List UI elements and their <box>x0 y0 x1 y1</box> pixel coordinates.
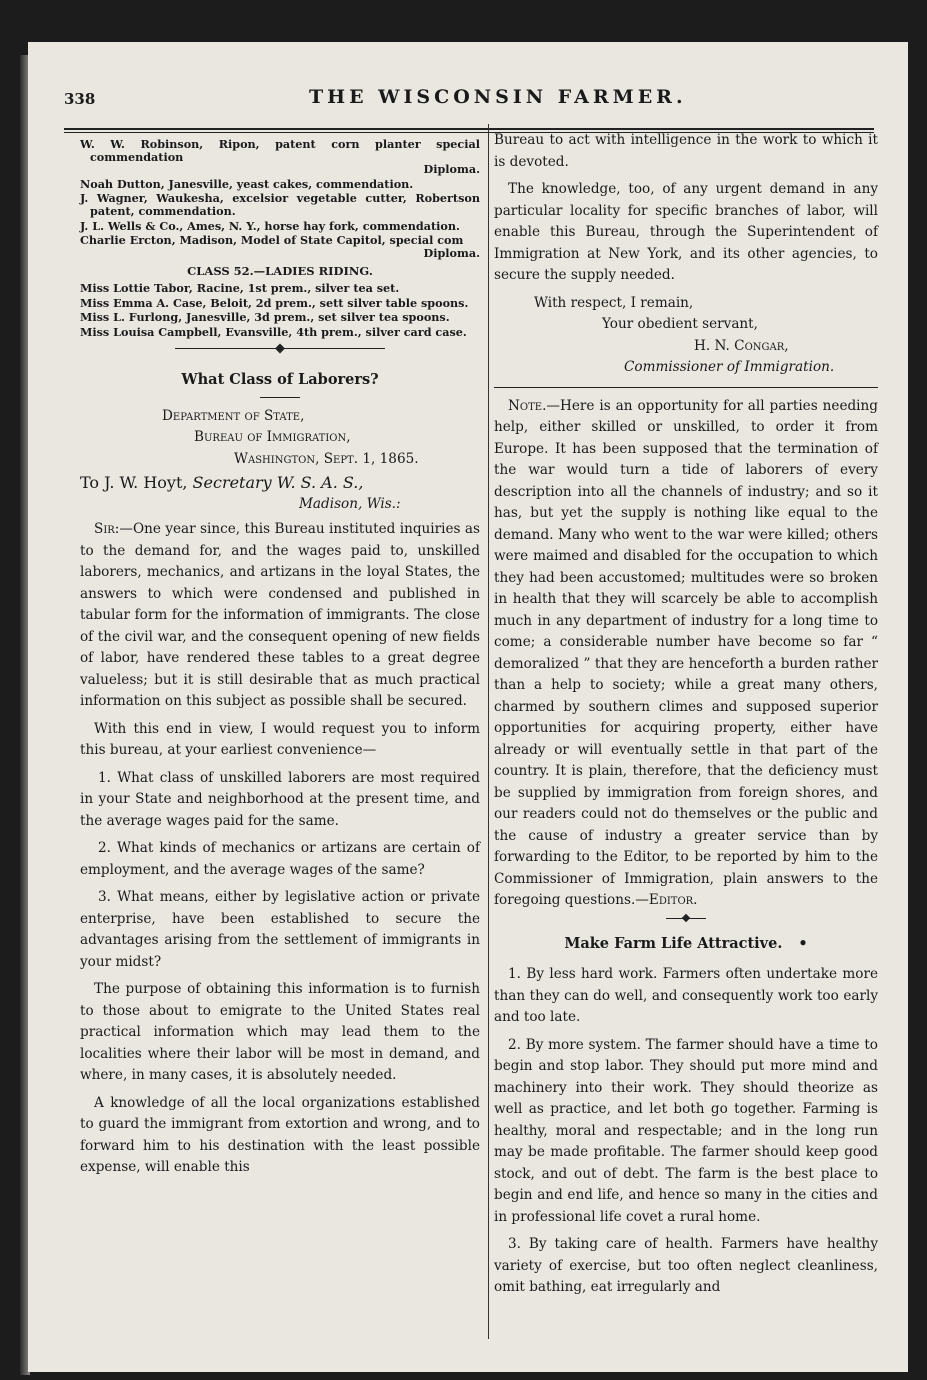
award-item: Miss Emma A. Case, Beloit, 2d prem., sett silver table spoons. <box>80 295 469 310</box>
closing-line: Your obedient servant, <box>602 316 758 332</box>
signature: H. N. Congar, <box>694 337 789 354</box>
right-column <box>494 130 878 1305</box>
question-item: 3. What means, either by legislative action or private enterprise, have been established to secure the advantages arising from the settlement of immigrants in your midst? <box>80 889 480 970</box>
class-heading: CLASS 52.—LADIES RIDING. <box>187 264 373 279</box>
article-title: What Class of Laborers? <box>181 371 379 389</box>
bureau-line: Bureau of Immigration, <box>194 429 351 446</box>
addressee-line: To J. W. Hoyt, Secretary W. S. A. S., <box>80 473 364 493</box>
paragraph: A knowledge of all the local organizations established to guard the immigrant from extortion and wrong, and to forward him to his destination with the least possible expense, will enable this <box>80 1094 480 1176</box>
column-divider <box>488 124 489 1339</box>
award-item: Charlie Ercton, Madison, Model of State Capitol, special com Diploma. <box>80 233 480 260</box>
award-item: Miss L. Furlong, Janesville, 3d prem., set silver tea spoons. <box>80 310 450 325</box>
award-item: Miss Lottie Tabor, Racine, 1st prem., silver tea set. <box>80 280 400 295</box>
paragraph-continued: Bureau to act with intelligence in the work to which it is devoted. <box>494 132 878 170</box>
running-title: THE WISCONSIN FARMER. <box>309 86 687 108</box>
award-item: J. Wagner, Waukesha, excelsior vegetable cutter, Robertson patent, commendation. <box>80 191 480 218</box>
left-column <box>80 138 480 1185</box>
paragraph: The knowledge, too, of any urgent demand in any particular locality for specific branches of labor, will enable this Bureau, through the Superintendent of Immigration at New York, and its other agencies, to secure the supply needed. <box>494 181 878 283</box>
award-item: W. W. Robinson, Ripon, patent corn planter special commendation Diploma. <box>80 137 480 177</box>
paragraph: 2. By more system. The farmer should have a time to begin and stop labor. They should put more mind and machinery into their work. They should theorize as well as practice, and let both go together. Farming is healthy, moral and respectable; and in the long run may be made profitable. The farmer should keep good stock, and out of debt. The farm is the best place to begin and end life, and hence so many in the cities and in professional life covet a rural home. <box>494 1036 878 1225</box>
award-item: Miss Louisa Campbell, Evansville, 4th prem., silver card case. <box>80 324 467 339</box>
page-number: 338 <box>64 90 96 108</box>
article-title: Make Farm Life Attractive. • <box>564 934 808 952</box>
awards-list <box>80 138 480 338</box>
short-rule <box>260 397 300 398</box>
bullet-mark: • <box>798 934 808 952</box>
award-item: Noah Dutton, Janesville, yeast cakes, commendation. <box>80 176 414 191</box>
signature-title: Commissioner of Immigration. <box>624 359 835 375</box>
paragraph: 1. By less hard work. Farmers often undertake more than they can do well, and consequently work too early and too late. <box>494 966 878 1025</box>
dateline: Washington, Sept. 1, 1865. <box>234 450 419 467</box>
paragraph: The purpose of obtaining this information is to furnish to those about to emigrate to the United States real practical information which may lead them to the localities where their labor will be most in demand, and where, in many cases, it is absolutely needed. <box>80 981 480 1084</box>
scanned-page <box>28 42 908 1372</box>
section-rule <box>494 387 878 388</box>
editor-note: Note.—Here is an opportunity for all parties needing help, either skilled or unskilled, to order it from Europe. It has been supposed that the termination of the war would turn a tide of laborers of every description into all the channels of industry; and so it has, but yet the supply is nothing like equal to the demand. Many who went to the war were killed; others were maimed and disabled for the occupation to which they had been accustomed; multitudes were so broken in health that they will scarcely be able to accomplish much in any department of industry for a long time to come; a considerable number have become so far “ demoralized ” that they are henceforth a burden rather than a help to society; while a great many others, charmed by southern climes and supposed superior opportunities for acquiring property, either have already or will eventually settle in that part of the country. It is plain, therefore, that the deficiency must be supplied by immigration from foreign shores, and our readers could not do themselves or the public and the cause of industry a greater service than by forwarding to the Editor, to be reported by him to the Commissioner of Immigration, plain answers to the foregoing questions.—Editor. <box>494 397 878 908</box>
addressee-location: Madison, Wis.: <box>299 495 401 512</box>
ornamental-rule <box>666 918 706 923</box>
closing-line: With respect, I remain, <box>534 294 694 311</box>
question-item: 2. What kinds of mechanics or artizans are certain of employment, and the average wages of the same? <box>80 840 480 878</box>
department-line: Department of State, <box>162 407 305 424</box>
paragraph: 3. By taking care of health. Farmers have healthy variety of exercise, but too often neglect cleanliness, omit bathing, eat irregularly and <box>494 1236 878 1295</box>
paragraph: With this end in view, I would request you to inform this bureau, at your earliest convenience— <box>80 720 480 759</box>
page-header <box>64 80 874 124</box>
question-item: 1. What class of unskilled laborers are most required in your State and neighborhood at the present time, and the average wages paid for the same. <box>80 769 480 829</box>
paragraph: Sir:—One year since, this Bureau instituted inquiries as to the demand for, and the wages paid to, unskilled laborers, mechanics, and artizans in the loyal States, the answers to which were condensed and published in tabular form for the information of immigrants. The close of the civil war, and the consequent opening of new fields of labor, have rendered these tables to a great degree valueless; but it is still desirable that as much practical information on this subject as possible shall be secured. <box>80 521 480 710</box>
award-item: J. L. Wells & Co., Ames, N. Y., horse hay fork, commendation. <box>80 218 460 233</box>
ornamental-rule <box>175 348 385 355</box>
